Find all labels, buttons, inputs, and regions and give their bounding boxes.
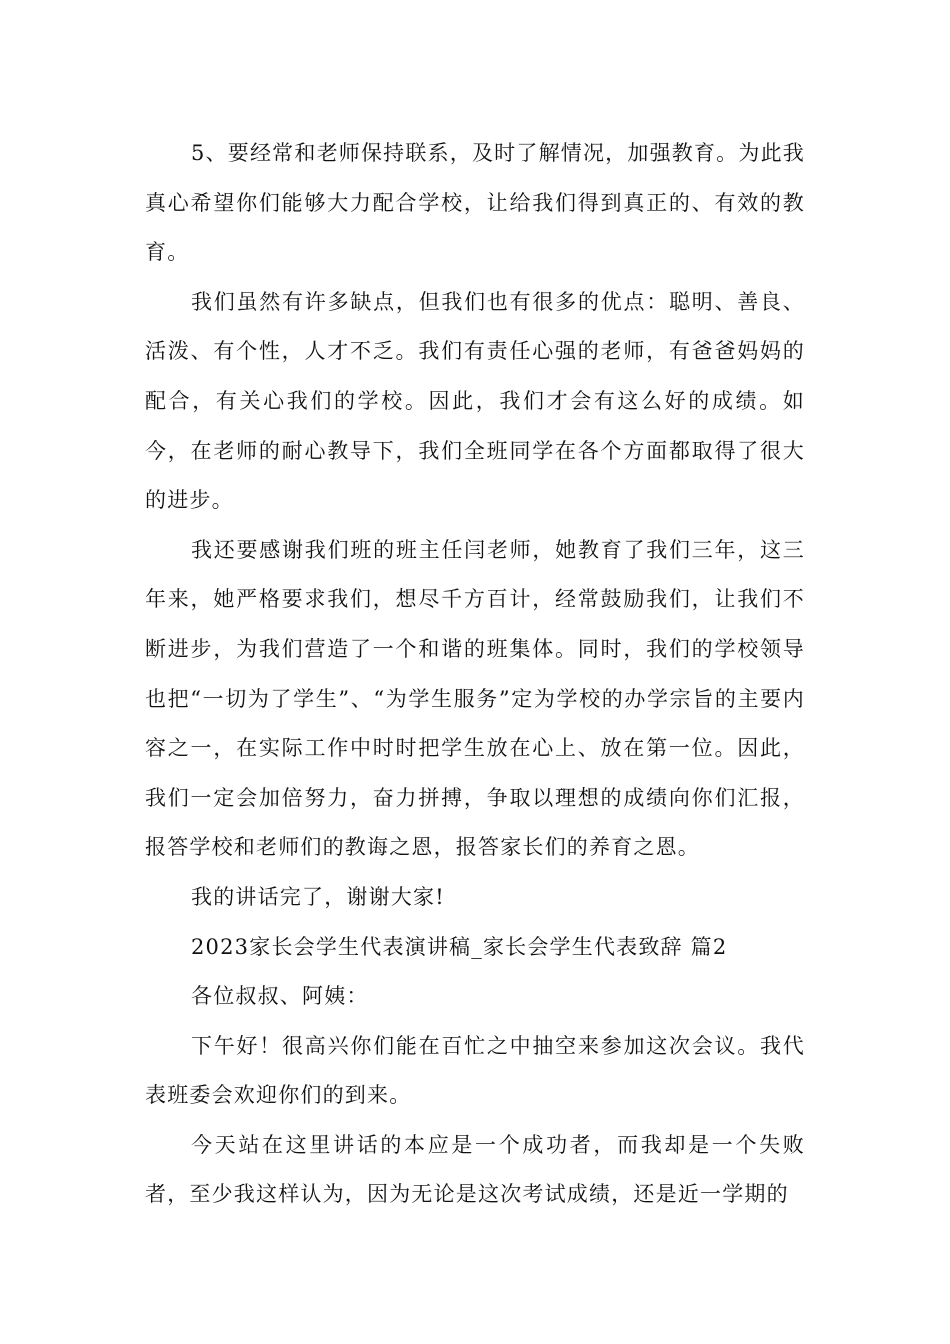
paragraph-contact-teachers: 5、要经常和老师保持联系，及时了解情况，加强教育。为此我真心希望你们能够大力配合学校，让给我们得到真正的、有效的教育。 — [145, 141, 805, 265]
paragraph-thanks-teacher: 我还要感谢我们班的班主任闫老师，她教育了我们三年，这三年来，她严格要求我们，想尽千方百计，经常鼓励我们，让我们不断进步，为我们营造了一个和谐的班集体。同时，我们的学校领导也把“一切为了学生”、“为学生服务”定为学校的办学宗旨的主要内容之一，在实际工作中时时把学生放在心上、放在第一位。因此，我们一定会加倍努力，奋力拼搏，争取以理想的成绩向你们汇报，报答学校和老师们的教诲之恩，报答家长们的养育之恩。 — [145, 537, 805, 860]
paragraph-greeting: 下午好！很高兴你们能在百忙之中抽空来参加这次会议。我代表班委会欢迎你们的到来。 — [145, 1033, 805, 1108]
section-heading: 2023家长会学生代表演讲稿_家长会学生代表致辞 篇2 — [191, 934, 728, 959]
paragraph-salutation: 各位叔叔、阿姨： — [191, 984, 369, 1009]
paragraph-closing: 我的讲话完了，谢谢大家! — [191, 884, 445, 909]
paragraph-reflection: 今天站在这里讲话的本应是一个成功者，而我却是一个失败者，至少我这样认为，因为无论是这次考试成绩，还是近一学期的 — [145, 1132, 805, 1207]
paragraph-strengths: 我们虽然有许多缺点，但我们也有很多的优点：聪明、善良、活泼、有个性，人才不乏。我们有责任心强的老师，有爸爸妈妈的配合，有关心我们的学校。因此，我们才会有这么好的成绩。如今，在老师的耐心教导下，我们全班同学在各个方面都取得了很大的进步。 — [145, 289, 805, 513]
